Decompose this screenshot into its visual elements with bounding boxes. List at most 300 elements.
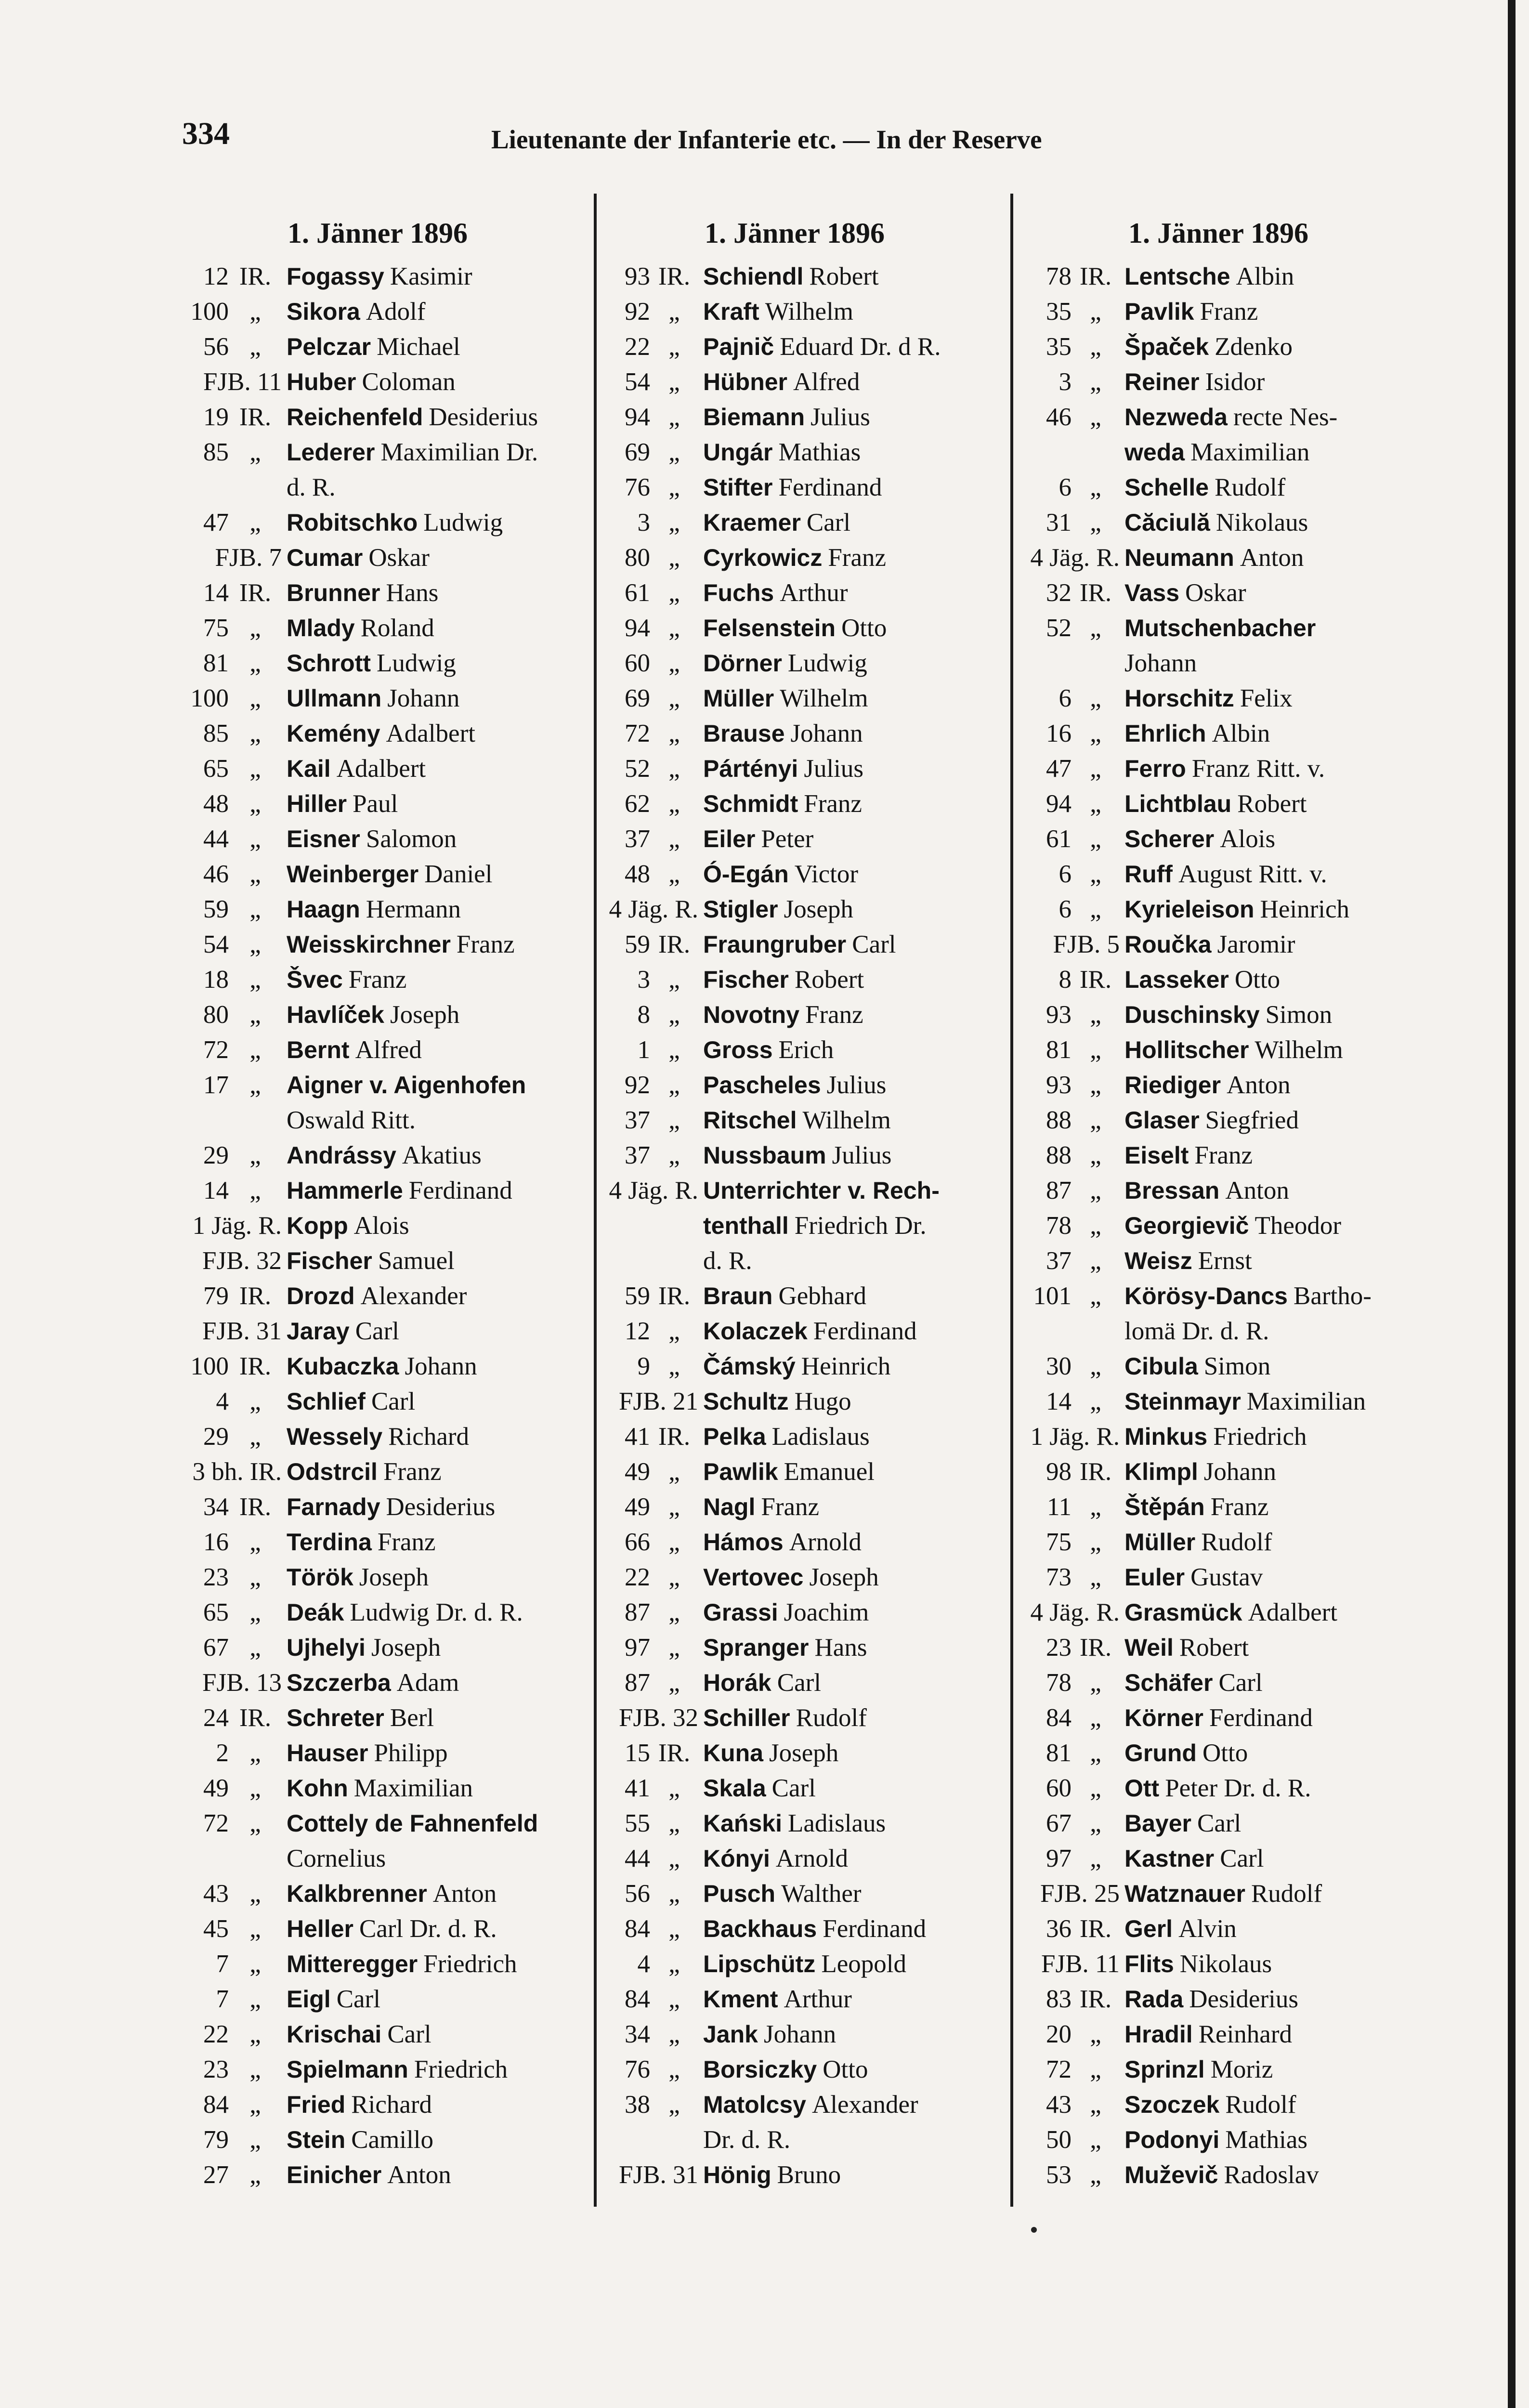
unit-number: 59 <box>203 895 229 923</box>
unit-number: 76 <box>625 2055 650 2083</box>
list-item <box>578 1876 945 1911</box>
person-name <box>1120 892 1349 927</box>
unit-number: FJB. 32 <box>202 1247 282 1275</box>
given-name: Isidor <box>1205 368 1265 396</box>
person-name <box>1120 1876 1322 1911</box>
list-item <box>578 1771 945 1806</box>
person-name <box>1120 1982 1298 2017</box>
unit-number: 22 <box>625 333 650 361</box>
surname: Wessely <box>287 1423 383 1450</box>
surname: Ehrlich <box>1124 720 1206 747</box>
surname: Hammerle <box>287 1177 403 1204</box>
surname: Kolaczek <box>703 1318 808 1345</box>
surname: Podonyi <box>1124 2126 1220 2153</box>
unit-number: 72 <box>625 720 650 747</box>
given-name: Oswald Ritt. <box>287 1106 416 1134</box>
given-name: Dr. d. R. <box>703 2126 791 2154</box>
list-item <box>999 1138 1372 1173</box>
given-name: Rudolf <box>1225 2091 1296 2119</box>
person-name <box>1120 1208 1341 1243</box>
unit-type: „ <box>1090 720 1101 747</box>
list-item <box>999 470 1372 505</box>
unit-number: 23 <box>203 2055 229 2083</box>
person-name <box>282 751 426 786</box>
unit-type: „ <box>668 720 680 747</box>
unit-number: 45 <box>203 1915 229 1943</box>
surname: Odstrcil <box>287 1458 378 1485</box>
list-item <box>166 1982 544 2017</box>
unit-number: 49 <box>203 1774 229 1802</box>
surname: Eisner <box>287 825 360 852</box>
person-name <box>1120 1560 1263 1595</box>
list-item <box>578 1138 945 1173</box>
surname: Biemann <box>703 404 805 431</box>
surname: Rada <box>1124 1986 1184 2013</box>
person-name <box>698 1138 891 1173</box>
given-name: Michael <box>377 333 460 361</box>
person-name <box>698 1103 891 1138</box>
person-name <box>282 1208 409 1243</box>
unit-type: „ <box>1090 614 1101 642</box>
list-item <box>999 1068 1372 1103</box>
list-item <box>999 1841 1372 1876</box>
unit-type: „ <box>1090 755 1101 783</box>
list-item <box>999 751 1372 786</box>
unit-type: IR. <box>658 1423 691 1451</box>
unit-type: „ <box>249 684 261 712</box>
surname: Ruff <box>1124 861 1173 888</box>
unit-number: 46 <box>1046 403 1072 431</box>
surname: Grassi <box>703 1599 778 1626</box>
person-name <box>1120 1911 1237 1947</box>
given-name: Franz <box>348 966 407 994</box>
surname: Grund <box>1124 1740 1197 1767</box>
given-name: Ludwig <box>423 509 503 537</box>
surname: Minkus <box>1124 1423 1208 1450</box>
person-name <box>1120 927 1295 962</box>
list-item <box>999 927 1372 962</box>
list-item <box>999 1982 1372 2017</box>
unit-type: „ <box>1090 1282 1101 1310</box>
person-name <box>1120 576 1246 611</box>
surname: Gross <box>703 1036 773 1063</box>
unit-type: „ <box>1090 2020 1101 2048</box>
person-name <box>698 365 860 400</box>
surname: Sikora <box>287 298 360 325</box>
given-name: August Ritt. v. <box>1178 860 1327 888</box>
list-item <box>999 962 1372 997</box>
list-item <box>166 751 544 786</box>
list-item <box>999 1173 1372 1208</box>
unit-type: „ <box>249 1809 261 1837</box>
surname: Schreter <box>287 1704 384 1731</box>
person-name <box>698 2017 836 2052</box>
list-item <box>578 576 945 611</box>
unit-type: IR. <box>239 1493 272 1521</box>
surname: Haagn <box>287 896 360 923</box>
given-name: Joseph <box>371 1634 441 1662</box>
surname: Cibula <box>1124 1353 1198 1380</box>
unit-type: „ <box>249 1598 261 1626</box>
unit-type: „ <box>249 1141 261 1169</box>
given-name: Maximilian <box>1190 438 1310 466</box>
surname: Szoczek <box>1124 2091 1220 2118</box>
list-item <box>999 892 1372 927</box>
given-name: Friedrich <box>414 2055 508 2083</box>
given-name: Oskar <box>368 544 430 572</box>
list-item <box>999 1208 1372 1243</box>
unit-number: 59 <box>625 930 650 958</box>
person-name <box>282 1701 434 1736</box>
unit-number: 46 <box>203 860 229 888</box>
surname: Schäfer <box>1124 1669 1213 1696</box>
surname: Švec <box>287 966 343 993</box>
unit-number: 84 <box>203 2091 229 2119</box>
given-name: Siegfried <box>1205 1106 1299 1134</box>
list-item <box>999 1701 1372 1736</box>
person-name <box>282 786 398 822</box>
unit-number: 84 <box>1046 1704 1072 1732</box>
given-name: Arnold <box>775 1845 849 1872</box>
given-name: Carl <box>771 1774 816 1802</box>
unit-type: „ <box>1090 1036 1101 1064</box>
list-item <box>578 1982 945 2017</box>
unit-number: 20 <box>1046 2020 1072 2048</box>
unit-number: 87 <box>1046 1177 1072 1204</box>
unit-number: 67 <box>203 1634 229 1662</box>
unit-type: „ <box>668 1493 680 1521</box>
given-name: Eduard Dr. d R. <box>780 333 941 361</box>
unit-number: 93 <box>625 262 650 290</box>
person-name <box>1120 822 1275 857</box>
person-name <box>282 1665 459 1701</box>
person-name <box>282 2087 432 2122</box>
given-name: Arnold <box>789 1528 862 1556</box>
unit-number: 84 <box>625 1915 650 1943</box>
unit-type: „ <box>1090 1493 1101 1521</box>
unit-number: 43 <box>1046 2091 1072 2119</box>
given-name: Franz Ritt. v. <box>1191 755 1325 783</box>
given-name: Johann <box>1203 1458 1276 1486</box>
unit-number: 7 <box>216 1950 229 1978</box>
list-item <box>578 1454 945 1490</box>
given-name: Carl <box>371 1387 416 1415</box>
surname: Euler <box>1124 1564 1185 1591</box>
person-name <box>1120 1314 1269 1349</box>
unit-type: „ <box>249 930 261 958</box>
list-item <box>166 1033 544 1068</box>
page-edge-border <box>1508 0 1516 2408</box>
person-name <box>282 435 538 470</box>
unit-number: 44 <box>625 1845 650 1872</box>
unit-type: IR. <box>239 1704 272 1732</box>
list-item <box>166 927 544 962</box>
surname: Lederer <box>287 439 375 466</box>
surname: Pascheles <box>703 1072 821 1099</box>
list-item <box>999 1103 1372 1138</box>
unit-number: 87 <box>625 1598 650 1626</box>
given-name: Peter Dr. d. R. <box>1165 1774 1311 1802</box>
unit-type: „ <box>668 333 680 361</box>
given-name: Otto <box>1202 1739 1248 1767</box>
list-item <box>999 576 1372 611</box>
surname: Müller <box>1124 1529 1196 1556</box>
unit-number: 48 <box>625 860 650 888</box>
surname: Hiller <box>287 790 347 817</box>
given-name: Alois <box>1220 825 1276 853</box>
given-name: Wilhelm <box>1255 1036 1343 1064</box>
unit-number: 35 <box>1046 298 1072 326</box>
unit-type: „ <box>1090 1774 1101 1802</box>
given-name: Heinrich <box>801 1352 891 1380</box>
list-item <box>999 1314 1372 1349</box>
surname: Hradil <box>1124 2021 1193 2048</box>
given-name: Johann <box>405 1352 477 1380</box>
given-name: Adalbert <box>386 720 475 747</box>
person-name <box>1120 1243 1252 1279</box>
unit-type: „ <box>249 1985 261 2013</box>
unit-number: 37 <box>625 1106 650 1134</box>
unit-type: „ <box>249 1387 261 1415</box>
surname: Lipschütz <box>703 1950 816 1977</box>
unit-type: „ <box>249 2091 261 2119</box>
person-name <box>698 2087 918 2122</box>
list-item <box>999 2087 1372 2122</box>
surname: Kment <box>703 1986 778 2013</box>
unit-number: 7 <box>216 1985 229 2013</box>
unit-number: 84 <box>625 1985 650 2013</box>
list-item <box>999 1911 1372 1947</box>
given-name: Ludwig Dr. d. R. <box>350 1598 523 1626</box>
list-item <box>166 576 544 611</box>
person-name <box>282 1595 523 1630</box>
given-name: d. R. <box>287 473 336 501</box>
unit-number: 67 <box>1046 1809 1072 1837</box>
unit-number: 37 <box>1046 1247 1072 1275</box>
person-name <box>698 962 864 997</box>
unit-number: 36 <box>1046 1915 1072 1943</box>
list-item <box>999 435 1372 470</box>
unit-number: 23 <box>203 1563 229 1591</box>
list-item <box>166 1243 544 1279</box>
unit-type: „ <box>1090 1212 1101 1240</box>
surname: Mutschenbacher <box>1124 615 1316 641</box>
unit-number: 62 <box>625 790 650 818</box>
given-name: Reinhard <box>1198 2020 1292 2048</box>
surname: Căciulă <box>1124 509 1210 536</box>
unit-number: FJB. 5 <box>1053 930 1120 958</box>
unit-number: 97 <box>625 1634 650 1662</box>
person-name <box>1120 2122 1307 2158</box>
unit-number: 88 <box>1046 1106 1072 1134</box>
unit-type: „ <box>249 1071 261 1099</box>
surname: Unterrichter v. Rech- <box>703 1177 940 1204</box>
given-name: Camillo <box>351 2126 434 2154</box>
given-name: Johann <box>1124 649 1197 677</box>
person-name <box>698 892 853 927</box>
given-name: Anton <box>432 1880 497 1908</box>
list-item <box>578 857 945 892</box>
given-name: Roland <box>360 614 434 642</box>
person-name <box>282 857 492 892</box>
person-name <box>1120 1138 1253 1173</box>
surname: Nagl <box>703 1493 756 1520</box>
list-item <box>166 2017 544 2052</box>
given-name: Adolf <box>366 298 426 326</box>
list-item <box>578 1560 945 1595</box>
given-name: d. R. <box>703 1247 752 1275</box>
person-name <box>282 1490 495 1525</box>
given-name: Alexander <box>360 1282 467 1310</box>
list-item <box>578 2122 945 2158</box>
list-item <box>166 329 544 365</box>
given-name: Adam <box>396 1669 459 1697</box>
unit-type: „ <box>1090 1809 1101 1837</box>
person-name <box>1120 1736 1248 1771</box>
unit-number: 81 <box>1046 1036 1072 1064</box>
person-name <box>282 1068 532 1103</box>
unit-type: „ <box>249 1739 261 1767</box>
unit-type: IR. <box>239 1282 272 1310</box>
list-item <box>578 1630 945 1665</box>
surname: Weisz <box>1124 1247 1192 1274</box>
surname: Fischer <box>703 966 789 993</box>
column-heading: 1. Jänner 1896 <box>705 217 885 249</box>
unit-type: „ <box>668 860 680 888</box>
surname: Duschinsky <box>1124 1001 1260 1028</box>
list-item <box>578 997 945 1033</box>
surname: Hauser <box>287 1740 368 1767</box>
person-name <box>282 2122 433 2158</box>
given-name: Maximilian <box>1246 1387 1366 1415</box>
person-name <box>698 857 858 892</box>
given-name: Alexander <box>811 2091 918 2119</box>
given-name: Theodor <box>1255 1212 1342 1240</box>
list-item <box>578 1665 945 1701</box>
person-name <box>282 365 456 400</box>
unit-type: „ <box>1090 1528 1101 1556</box>
unit-type: IR. <box>658 262 691 290</box>
list-item <box>578 505 945 540</box>
given-name: Friedrich <box>423 1950 517 1978</box>
list-item <box>999 329 1372 365</box>
surname: Schultz <box>703 1388 789 1415</box>
given-name: Kasimir <box>390 262 472 290</box>
list-item <box>999 1349 1372 1384</box>
surname: Horák <box>703 1669 771 1696</box>
list-item <box>578 1419 945 1454</box>
given-name: Carl <box>1220 1845 1264 1872</box>
given-name: Desiderius <box>386 1493 496 1521</box>
surname: Muževič <box>1124 2161 1218 2188</box>
given-name: Wilhelm <box>802 1106 891 1134</box>
surname: Körner <box>1124 1704 1203 1731</box>
unit-type: „ <box>668 1634 680 1662</box>
list-item <box>166 1806 544 1841</box>
person-name <box>698 1630 867 1665</box>
given-name: Arthur <box>780 579 848 607</box>
person-name <box>1120 1490 1268 1525</box>
unit-number: 98 <box>1046 1458 1072 1486</box>
list-item <box>578 470 945 505</box>
unit-number: 61 <box>1046 825 1072 853</box>
person-name <box>698 435 861 470</box>
person-name <box>698 1490 819 1525</box>
unit-number: 23 <box>1046 1634 1072 1662</box>
unit-type: „ <box>249 1915 261 1943</box>
list-item <box>999 540 1372 576</box>
unit-type: „ <box>668 1317 680 1345</box>
unit-number: 4 <box>216 1387 229 1415</box>
unit-number: 16 <box>203 1528 229 1556</box>
unit-type: „ <box>1090 684 1101 712</box>
unit-type: „ <box>1090 1845 1101 1872</box>
given-name: Robert <box>1179 1634 1249 1662</box>
given-name: Carl <box>1218 1669 1263 1697</box>
unit-number: 65 <box>203 755 229 783</box>
surname: Heller <box>287 1915 353 1942</box>
surname: Bayer <box>1124 1810 1191 1837</box>
column-heading: 1. Jänner 1896 <box>1128 217 1308 249</box>
surname: Mitteregger <box>287 1950 418 1977</box>
person-name <box>1120 1173 1289 1208</box>
surname: Weinberger <box>287 861 419 888</box>
list-item <box>578 1911 945 1947</box>
unit-type: „ <box>249 825 261 853</box>
unit-type: „ <box>249 1880 261 1908</box>
given-name: Samuel <box>378 1247 455 1275</box>
surname: Andrássy <box>287 1142 396 1169</box>
surname: Kemény <box>287 720 380 747</box>
surname: Brause <box>703 720 785 747</box>
unit-number: FJB. 31 <box>619 2161 698 2189</box>
surname: Bernt <box>287 1036 350 1063</box>
unit-type: „ <box>1090 298 1101 326</box>
unit-number: 3 <box>637 966 650 994</box>
unit-number: 34 <box>625 2020 650 2048</box>
unit-number: 35 <box>1046 333 1072 361</box>
person-name <box>1120 435 1309 470</box>
unit-type: „ <box>668 1141 680 1169</box>
surname: Weisskirchner <box>287 931 451 958</box>
person-name <box>282 1349 477 1384</box>
surname: Neumann <box>1124 544 1234 571</box>
given-name: Coloman <box>362 368 456 396</box>
person-name <box>282 646 456 681</box>
surname: Lasseker <box>1124 966 1229 993</box>
given-name: Bartho- <box>1294 1282 1372 1310</box>
unit-type: IR. <box>1079 966 1112 994</box>
person-name <box>1120 1068 1291 1103</box>
unit-number: 18 <box>203 966 229 994</box>
unit-type: „ <box>1090 1141 1101 1169</box>
unit-number: 11 <box>1046 1493 1072 1521</box>
given-name: Leopold <box>821 1950 906 1978</box>
person-name <box>1120 786 1307 822</box>
person-name <box>1120 1349 1270 1384</box>
list-item <box>166 1314 544 1349</box>
person-name <box>698 1419 870 1454</box>
unit-number: 3 bh. IR. <box>192 1458 282 1486</box>
unit-type: „ <box>1090 1704 1101 1732</box>
unit-number: 92 <box>625 1071 650 1099</box>
surname: Weil <box>1124 1634 1174 1661</box>
given-name: Emanuel <box>784 1458 875 1486</box>
list-item <box>999 505 1372 540</box>
unit-number: 55 <box>625 1809 650 1837</box>
unit-number: 78 <box>1046 262 1072 290</box>
unit-number: 14 <box>1046 1387 1072 1415</box>
